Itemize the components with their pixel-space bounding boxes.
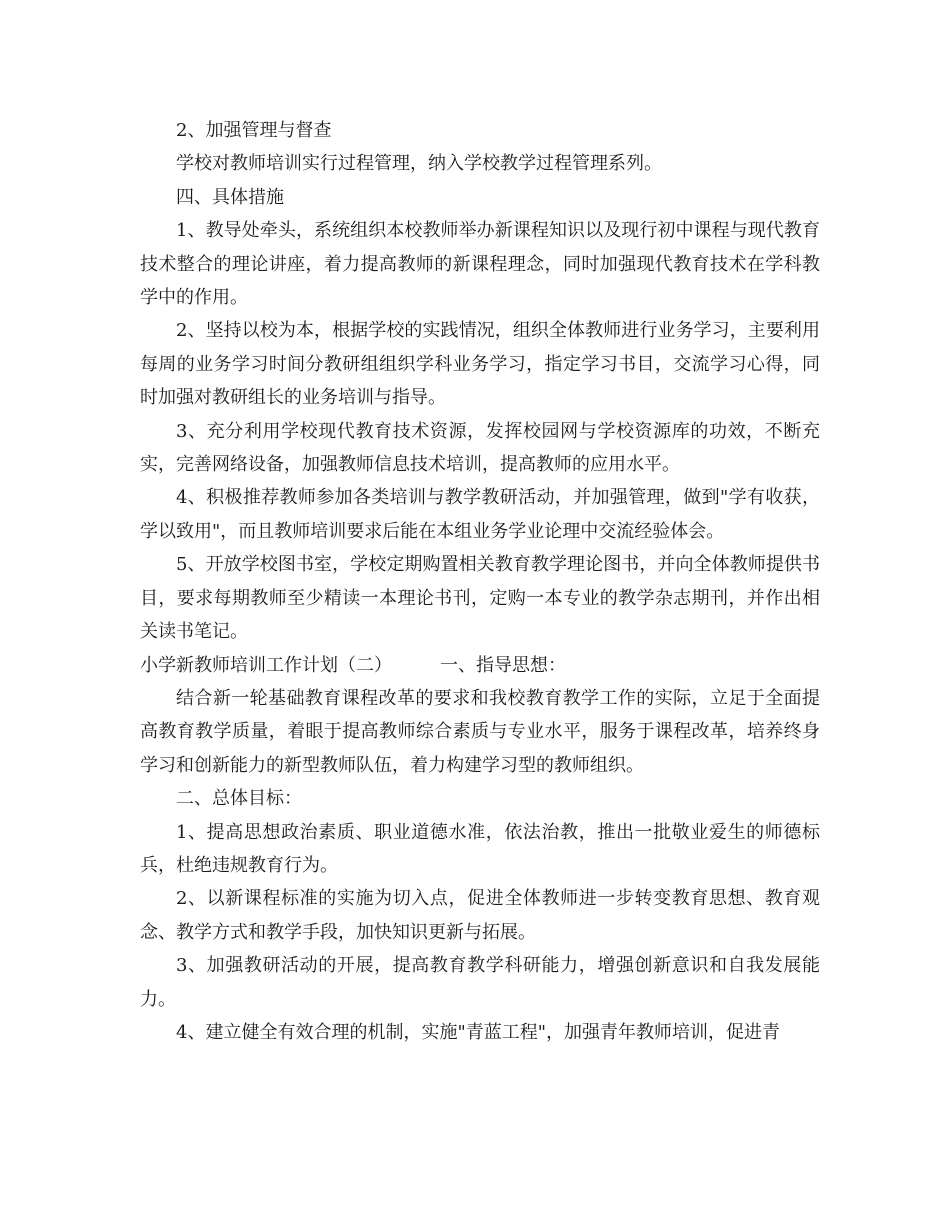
document-body <box>140 114 820 1049</box>
paragraph-measure-2: 2、坚持以校为本，根据学校的实践情况，组织全体教师进行业务学习，主要利用每周的业务学习时间分教研组组织学科业务学习，指定学习书目，交流学习心得，同时加强对教研组长的业务培训与指导。 <box>140 320 820 409</box>
heading-overall-goals: 二、总体目标： <box>176 788 302 810</box>
paragraph-process-management: 学校对教师培训实行过程管理，纳入学校教学过程管理系列。 <box>176 153 662 175</box>
heading-management: 2、加强管理与督查 <box>176 120 332 141</box>
paragraph-goal-4: 4、建立健全有效合理的机制，实施"青蓝工程"，加强青年教师培训，促进青 <box>176 1021 781 1043</box>
paragraph-measure-4: 4、积极推荐教师参加各类培训与教学教研活动，并加强管理，做到"学有收获，学以致用"，而且教师培训要求后能在本组业务学业论理中交流经验体会。 <box>140 487 820 542</box>
heading-guiding-ideology: 一、指导思想： <box>440 654 566 676</box>
section-title-line <box>140 649 820 682</box>
paragraph-measure-3: 3、充分利用学校现代教育技术资源，发挥校园网与学校资源库的功效，不断充实，完善网络设备，加强教师信息技术培训，提高教师的应用水平。 <box>140 420 820 476</box>
paragraph-measure-5: 5、开放学校图书室，学校定期购置相关教育教学理论图书，并向全体教师提供书目，要求每期教师至少精读一本理论书刊，定购一本专业的教学杂志期刊，并作出相关读书笔记。 <box>140 554 820 643</box>
paragraph-measure-1: 1、教导处牵头，系统组织本校教师举办新课程知识以及现行初中课程与现代教育技术整合的理论讲座，着力提高教师的新课程理念，同时加强现代教育技术在学科教学中的作用。 <box>140 220 820 309</box>
paragraph-goal-2: 2、以新课程标准的实施为切入点，促进全体教师进一步转变教育思想、教育观念、教学方式和教学手段，加快知识更新与拓展。 <box>140 888 820 943</box>
paragraph-goal-1: 1、提高思想政治素质、职业道德水准，依法治教，推出一批敬业爱生的师德标兵，杜绝违规教育行为。 <box>140 821 820 876</box>
heading-measures: 四、具体措施 <box>176 186 284 208</box>
paragraph-goal-3: 3、加强教研活动的开展，提高教育教学科研能力，增强创新意识和自我发展能力。 <box>140 955 820 1010</box>
paragraph-guiding-ideology: 结合新一轮基础教育课程改革的要求和我校教育教学工作的实际，立足于全面提高教育教学质量，着眼于提高教师综合素质与专业水平，服务于课程改革，培养终身学习和创新能力的新型教师队伍，着力构建学习型的教师组织。 <box>140 687 820 776</box>
section-title: 小学新教师培训工作计划（二） <box>140 654 392 676</box>
